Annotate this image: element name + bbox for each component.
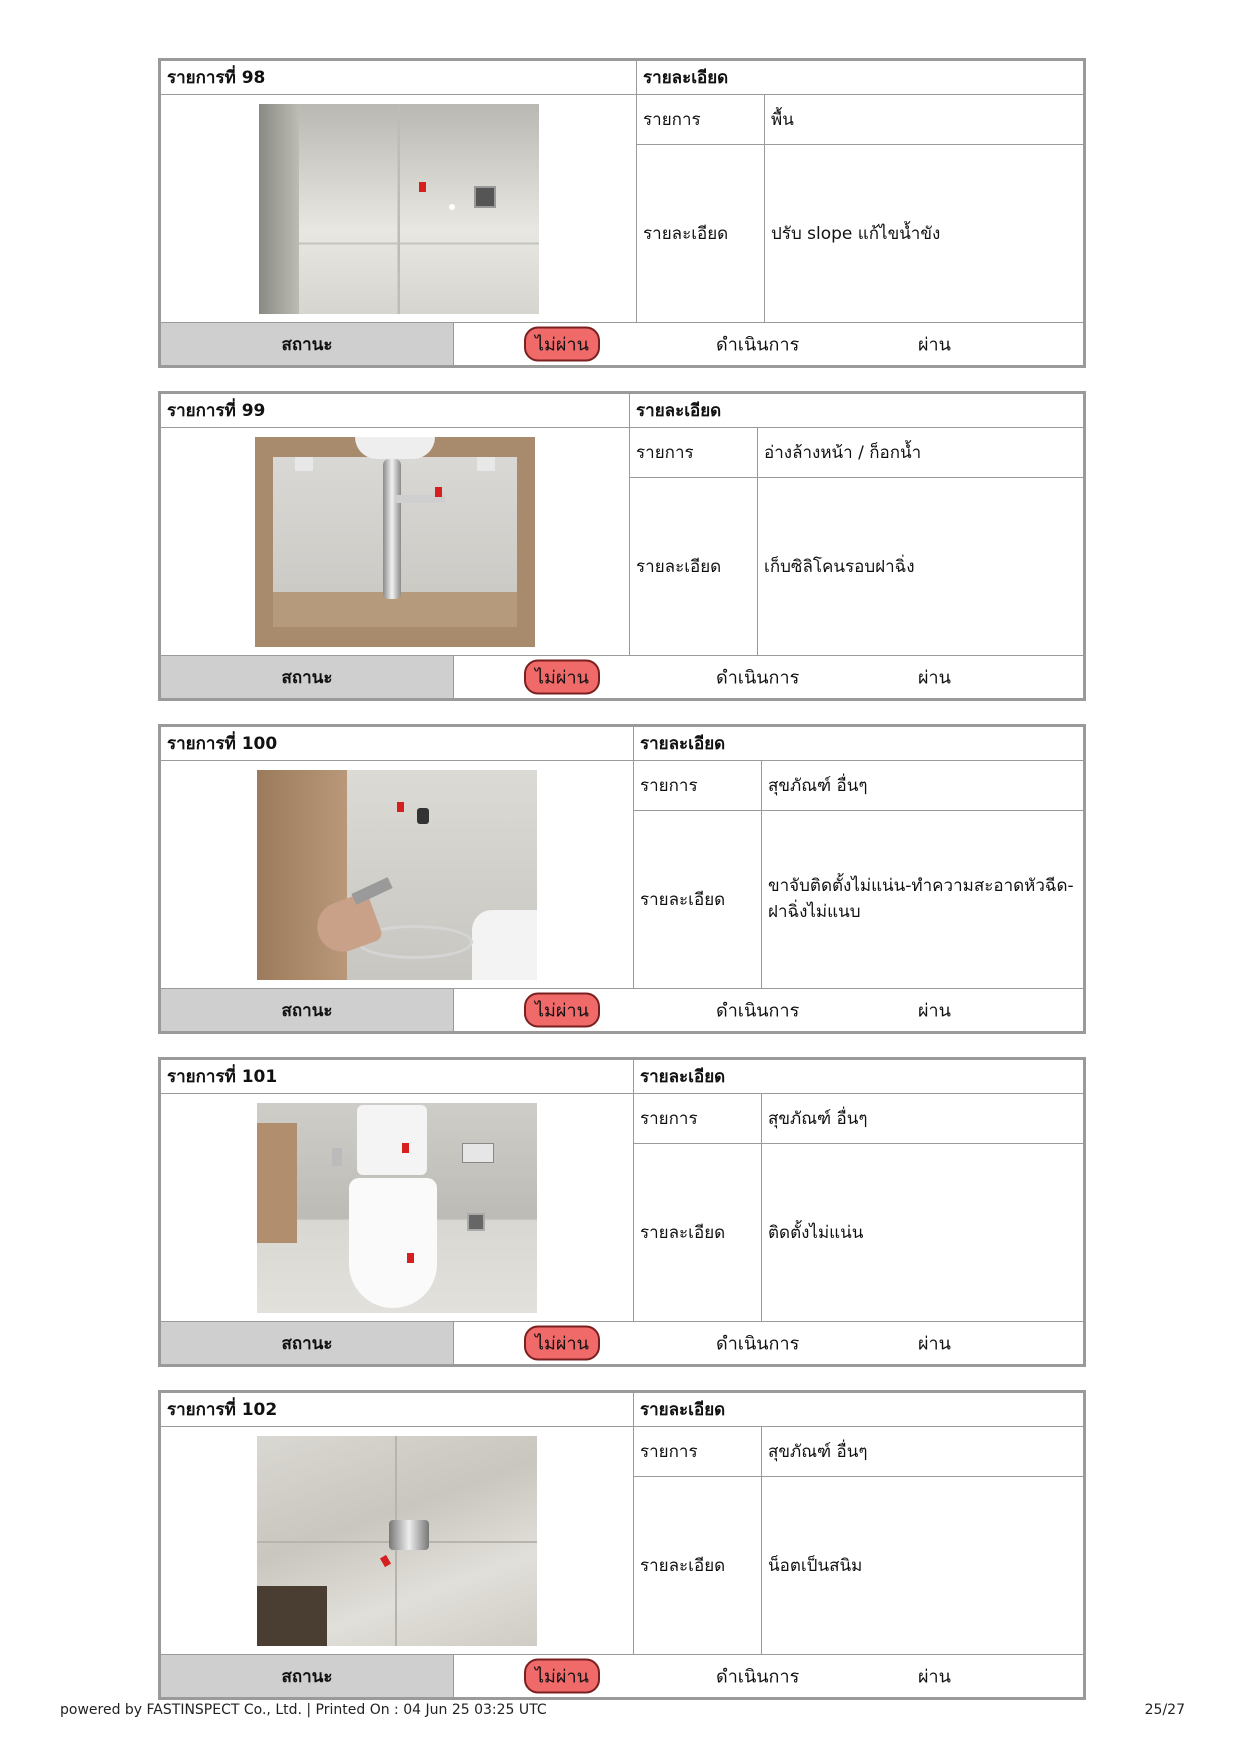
status-pass-option[interactable]: ผ่าน — [918, 667, 951, 689]
inspection-photo — [257, 1436, 537, 1646]
detail-value: ปรับ slope แก้ไขน้ำขัง — [765, 145, 1084, 323]
item-label: รายการ — [637, 95, 765, 145]
inspection-card-100 — [158, 724, 1086, 1034]
detail-value: เก็บซิลิโคนรอบฝาฉิ่ง — [758, 478, 1084, 656]
item-title: รายการที่ 100 — [161, 727, 634, 761]
inspection-card-102 — [158, 1390, 1086, 1700]
status-label: สถานะ — [161, 989, 454, 1032]
item-title: รายการที่ 99 — [161, 394, 630, 428]
detail-label: รายละเอียด — [634, 1477, 762, 1655]
item-value: สุขภัณฑ์ อื่นๆ — [762, 761, 1084, 811]
detail-value: ขาจับติดตั้งไม่แน่น-ทำความสะอาดหัวฉีด-ฝาฉิ่งไม่แนบ — [762, 811, 1084, 989]
status-options — [454, 1655, 1084, 1698]
details-header: รายละเอียด — [637, 61, 1084, 95]
details-header: รายละเอียด — [634, 727, 1084, 761]
item-title: รายการที่ 101 — [161, 1060, 634, 1094]
item-title: รายการที่ 98 — [161, 61, 637, 95]
status-options — [454, 323, 1084, 366]
detail-value: น็อตเป็นสนิม — [762, 1477, 1084, 1655]
status-fail-option[interactable]: ไม่ผ่าน — [524, 993, 600, 1028]
inspection-card-101 — [158, 1057, 1086, 1367]
page-number: 25/27 — [1144, 1702, 1185, 1718]
detail-label: รายละเอียด — [634, 811, 762, 989]
status-in-progress-option[interactable]: ดำเนินการ — [716, 1666, 800, 1688]
status-in-progress-option[interactable]: ดำเนินการ — [716, 334, 800, 356]
status-in-progress-option[interactable]: ดำเนินการ — [716, 667, 800, 689]
inspection-photo — [257, 770, 537, 980]
item-value: อ่างล้างหน้า / ก็อกน้ำ — [758, 428, 1084, 478]
photo-cell — [161, 761, 634, 989]
details-header: รายละเอียด — [634, 1393, 1084, 1427]
detail-label: รายละเอียด — [630, 478, 758, 656]
item-label: รายการ — [634, 1427, 762, 1477]
item-label: รายการ — [630, 428, 758, 478]
detail-label: รายละเอียด — [634, 1144, 762, 1322]
details-header: รายละเอียด — [630, 394, 1084, 428]
item-title: รายการที่ 102 — [161, 1393, 634, 1427]
status-options — [454, 656, 1084, 699]
inspection-card-99 — [158, 391, 1086, 701]
item-label: รายการ — [634, 1094, 762, 1144]
status-pass-option[interactable]: ผ่าน — [918, 1333, 951, 1355]
inspection-photo — [255, 437, 535, 647]
status-fail-option[interactable]: ไม่ผ่าน — [524, 1326, 600, 1361]
details-header: รายละเอียด — [634, 1060, 1084, 1094]
status-in-progress-option[interactable]: ดำเนินการ — [716, 1333, 800, 1355]
photo-cell — [161, 95, 637, 323]
item-value: สุขภัณฑ์ อื่นๆ — [762, 1427, 1084, 1477]
status-label: สถานะ — [161, 323, 454, 366]
status-pass-option[interactable]: ผ่าน — [918, 1666, 951, 1688]
status-options — [454, 989, 1084, 1032]
status-in-progress-option[interactable]: ดำเนินการ — [716, 1000, 800, 1022]
status-fail-option[interactable]: ไม่ผ่าน — [524, 1659, 600, 1694]
status-label: สถานะ — [161, 1322, 454, 1365]
status-label: สถานะ — [161, 1655, 454, 1698]
detail-value: ติดตั้งไม่แน่น — [762, 1144, 1084, 1322]
photo-cell — [161, 1427, 634, 1655]
item-value: พื้น — [765, 95, 1084, 145]
status-fail-option[interactable]: ไม่ผ่าน — [524, 327, 600, 362]
status-pass-option[interactable]: ผ่าน — [918, 1000, 951, 1022]
detail-label: รายละเอียด — [637, 145, 765, 323]
photo-cell — [161, 428, 630, 656]
status-label: สถานะ — [161, 656, 454, 699]
inspection-photo — [257, 1103, 537, 1313]
status-fail-option[interactable]: ไม่ผ่าน — [524, 660, 600, 695]
status-pass-option[interactable]: ผ่าน — [918, 334, 951, 356]
inspection-card-98 — [158, 58, 1086, 368]
footer-credit: powered by FASTINSPECT Co., Ltd. | Printed On : 04 Jun 25 03:25 UTC — [60, 1702, 547, 1718]
photo-cell — [161, 1094, 634, 1322]
item-value: สุขภัณฑ์ อื่นๆ — [762, 1094, 1084, 1144]
inspection-photo — [259, 104, 539, 314]
item-label: รายการ — [634, 761, 762, 811]
status-options — [454, 1322, 1084, 1365]
